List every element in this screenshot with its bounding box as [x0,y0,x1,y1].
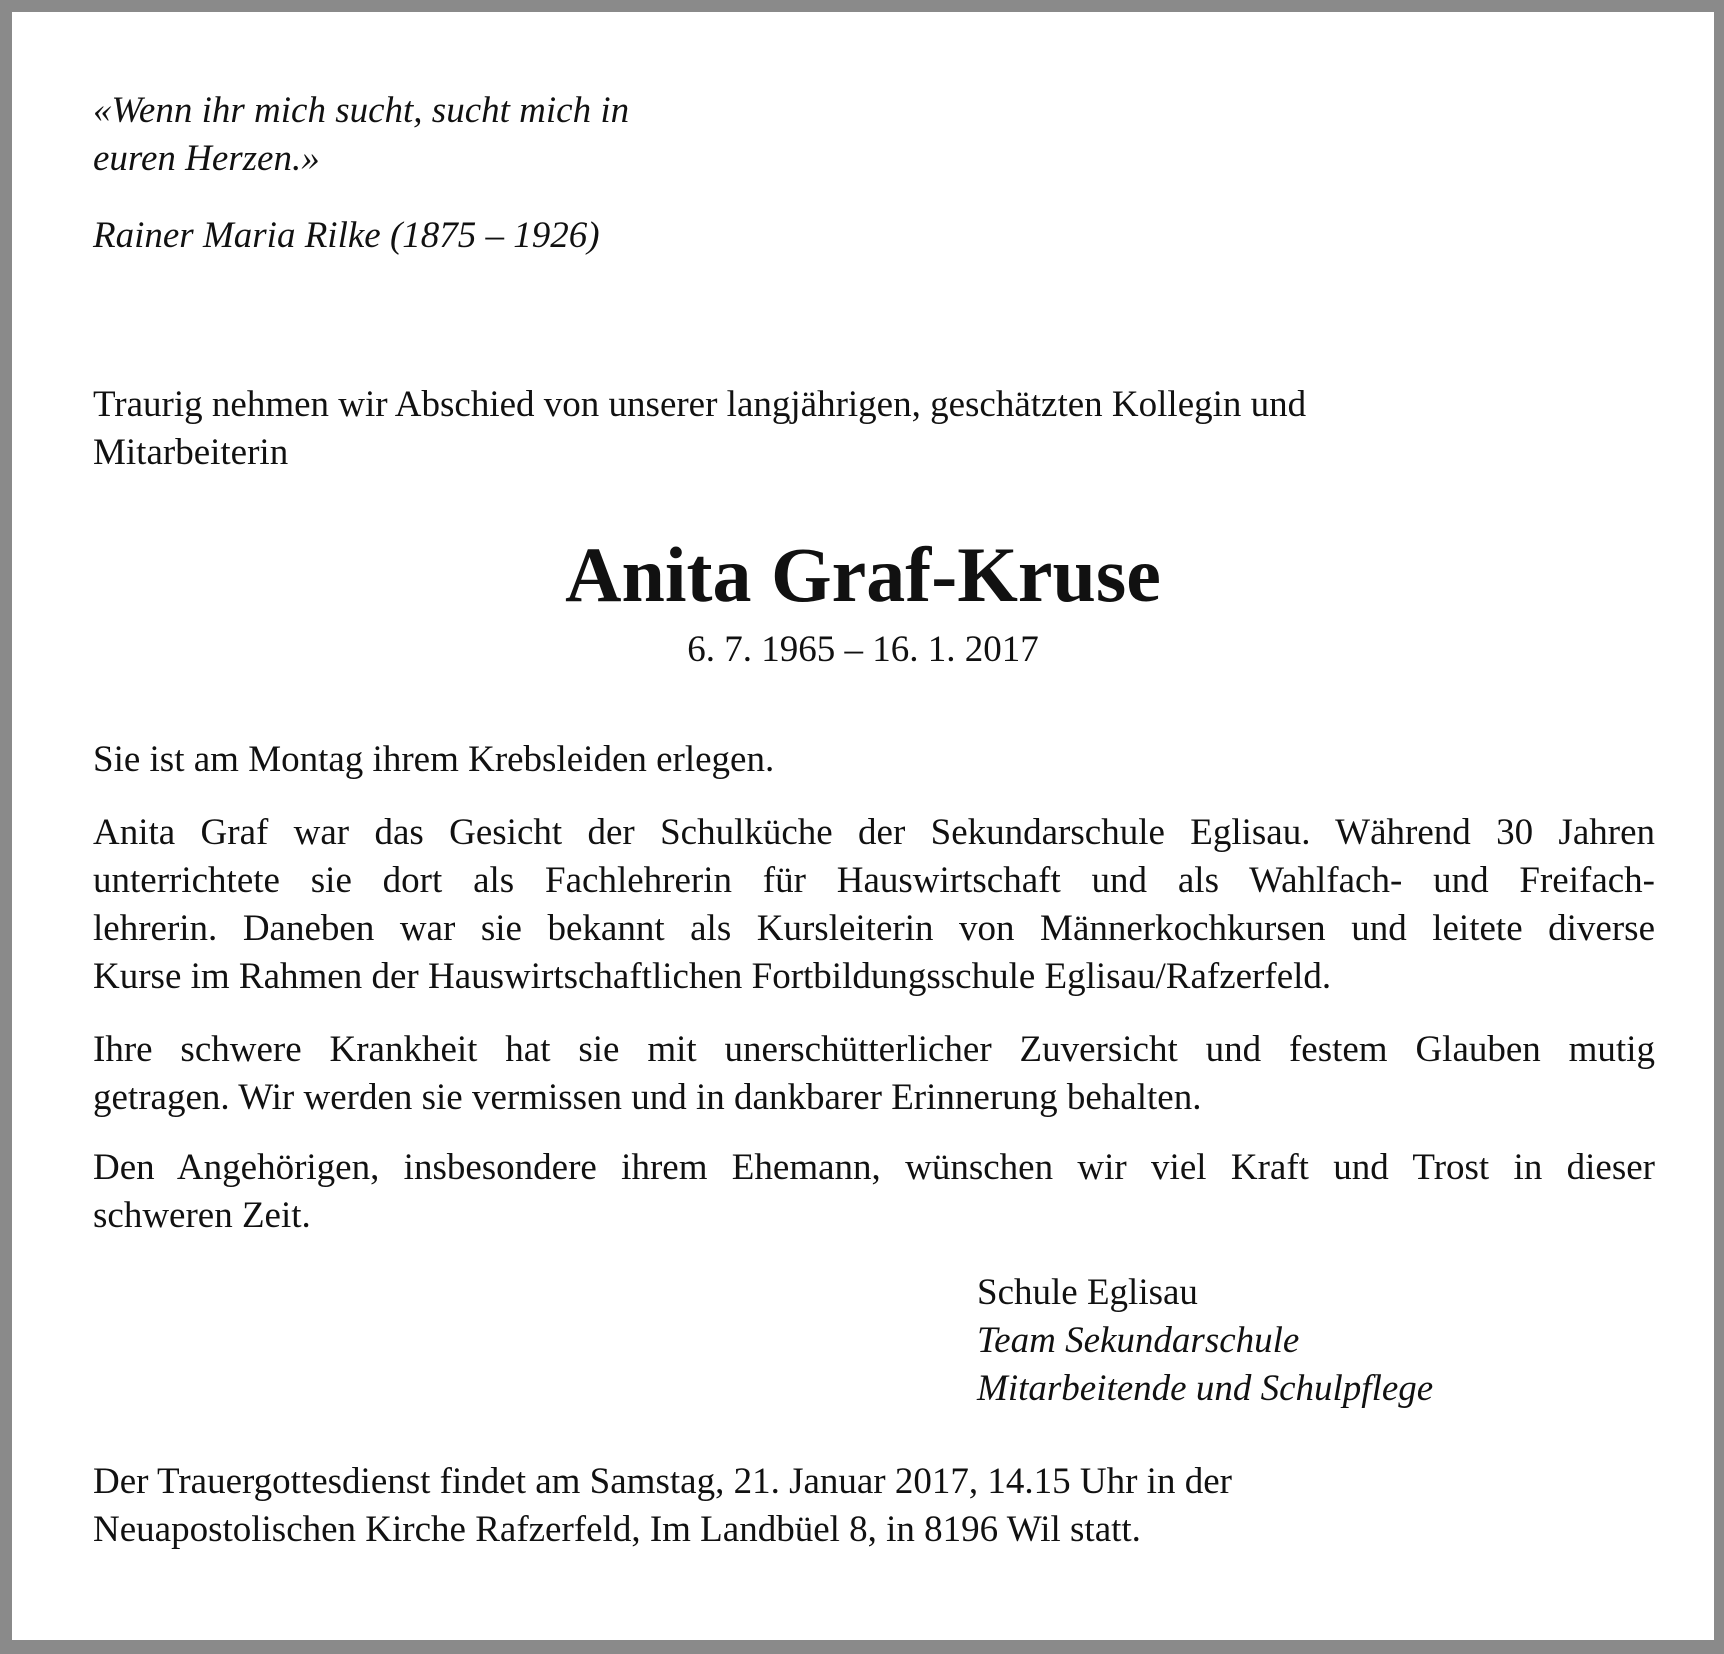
paragraph-line: Anita Graf war das Gesicht der Schulküche der Sekundarschule Eglisau. Während 30 Jahren [93,812,1655,853]
signature-team: Team Sekundarschule [977,1320,1300,1361]
funeral-service-info [93,1458,1232,1554]
paragraph-line: Sie ist am Montag ihrem Krebsleiden erlegen. [93,739,775,780]
intro-line: Mitarbeiterin [93,432,289,473]
paragraph-remembrance [93,1026,1655,1122]
service-line: Neuapostolischen Kirche Rafzerfeld, Im Landbüel 8, in 8196 Wil statt. [93,1509,1141,1550]
paragraph-line: Den Angehörigen, insbesondere ihrem Ehemann, wünschen wir viel Kraft und Trost in dieser [93,1147,1655,1188]
intro-text [93,381,1306,477]
paragraph-line: schweren Zeit. [93,1195,311,1236]
quote-line: euren Herzen.» [93,138,320,179]
quote-line: «Wenn ihr mich sucht, sucht mich in [93,90,630,131]
paragraph-condolences [93,1144,1655,1240]
paragraph-line: getragen. Wir werden sie vermissen und in dankbarer Erinnerung behalten. [93,1077,1202,1118]
life-dates: 6. 7. 1965 – 16. 1. 2017 [687,629,1039,670]
paragraph-career [93,809,1655,1001]
signature-block [977,1269,1433,1413]
paragraph-line: unterrichtete sie dort als Fachlehrerin für Hauswirtschaft und als Wahlfach- und Freifach- [93,860,1655,901]
signature-organization: Schule Eglisau [977,1272,1198,1313]
paragraph-line: Kurse im Rahmen der Hauswirtschaftlichen Fortbildungsschule Eglisau/Rafzerfeld. [93,956,1332,997]
service-line: Der Trauergottesdienst findet am Samstag, 21. Januar 2017, 14.15 Uhr in der [93,1461,1232,1502]
deceased-name: Anita Graf-Kruse [565,531,1161,618]
rilke-quote [93,87,629,183]
paragraph-illness [93,736,1655,784]
signature-staff: Mitarbeitende und Schulpflege [977,1368,1434,1409]
intro-line: Traurig nehmen wir Abschied von unserer langjährigen, geschätzten Kollegin und [93,384,1307,425]
quote-author: Rainer Maria Rilke (1875 – 1926) [93,215,600,256]
paragraph-line: lehrerin. Daneben war sie bekannt als Kursleiterin von Männerkochkursen und leitete diverse [93,908,1655,949]
paragraph-line: Ihre schwere Krankheit hat sie mit unerschütterlicher Zuversicht und festem Glauben mutig [93,1029,1655,1070]
